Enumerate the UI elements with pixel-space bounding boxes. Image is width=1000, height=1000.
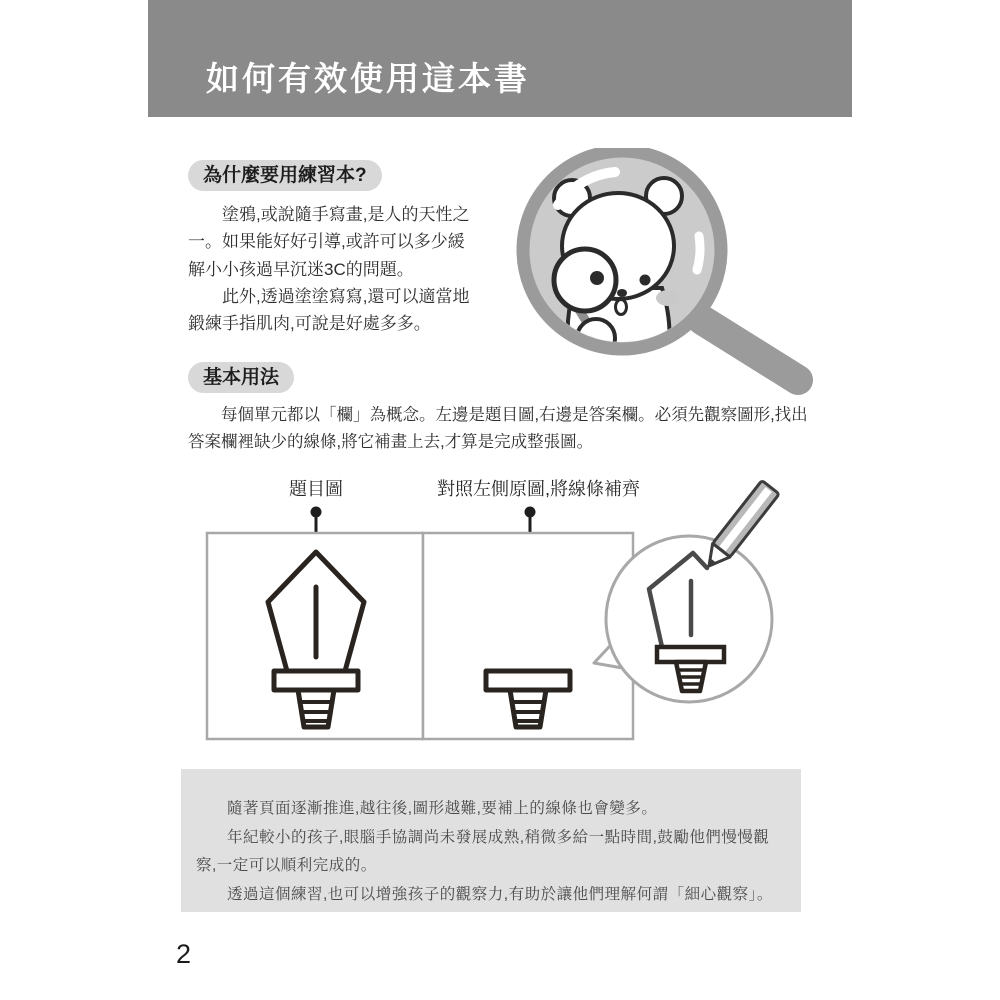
- page-number: 2: [176, 939, 192, 969]
- bear-eye: [640, 275, 651, 286]
- why-paragraph-2: 此外,透過塗塗寫寫,還可以適當地鍛練手指肌肉,可說是好處多多。: [188, 286, 470, 334]
- usage-paragraphs: [188, 402, 820, 456]
- note-paragraph-2: 年紀較小的孩子,眼腦手協調尚未發展成熟,稍微多給一點時間,鼓勵他們慢慢觀察,一定可以順利完成的。: [196, 828, 770, 874]
- badge-usage: 基本用法: [188, 362, 294, 393]
- page-title: 如何有效使用這本書: [206, 60, 530, 97]
- bear-blush: [656, 290, 680, 306]
- why-paragraph-1: 塗鴉,或說隨手寫畫,是人的天性之一。如果能好好引導,或許可以多少緩解小小孩過早沉迷3C的問題。: [188, 205, 470, 279]
- lens-highlight-small: [697, 236, 700, 270]
- diagram-label-question: 題目圖: [289, 479, 343, 499]
- magnifier-handle: [702, 320, 798, 380]
- note-box: [181, 769, 801, 912]
- small-magnifier-lens: [554, 249, 616, 311]
- usage-diagram: [185, 468, 835, 768]
- page-header: [148, 0, 852, 117]
- note-paragraph-3: 透過這個練習,也可以增強孩子的觀察力,有助於讓他們理解何謂「細心觀察」。: [227, 885, 773, 903]
- bear-with-magnifier-illustration: [512, 148, 824, 400]
- usage-paragraph: 每個單元都以「欄」為概念。左邊是題目圖,右邊是答案欄。必須先觀察圖形,找出答案欄裡缺少的線條,將它補畫上去,才算是完成整張圖。: [188, 406, 808, 451]
- bear-mouth: [616, 300, 627, 315]
- bear-eye-magnified: [590, 271, 604, 285]
- bear-nose: [617, 289, 627, 297]
- note-paragraph-1: 隨著頁面逐漸推進,越往後,圖形越難,要補上的線條也會變多。: [227, 800, 658, 817]
- diagram-label-answer: 對照左側原圖,將線條補齊: [437, 479, 640, 499]
- badge-why: 為什麼要用練習本?: [188, 160, 382, 191]
- why-paragraphs: [188, 201, 481, 337]
